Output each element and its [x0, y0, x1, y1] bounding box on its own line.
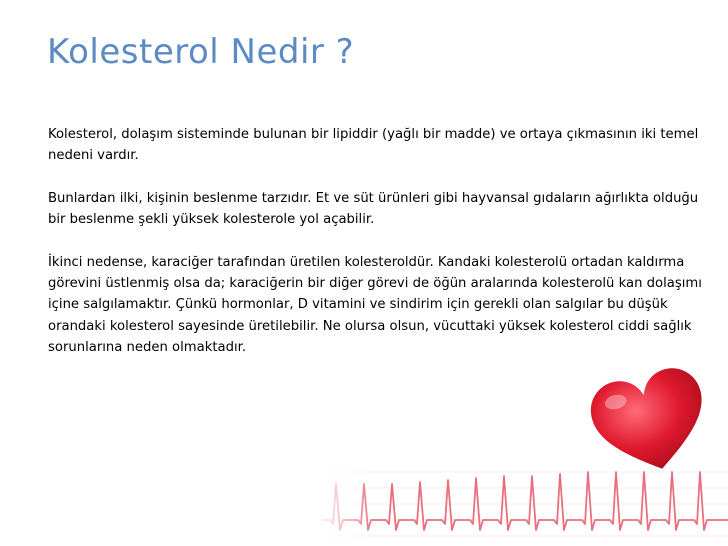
paragraph-1: Kolesterol, dolaşım sisteminde bulunan bir lipiddir (yağlı bir madde) ve ortaya çıkmasının iki temel nedeni vardır.: [48, 127, 699, 164]
heart-icon: [585, 362, 717, 482]
ekg-grid: [318, 472, 728, 536]
slide-title: Kolesterol Nedir ?: [47, 32, 355, 72]
paragraph-3: İkinci nedense, karaciğer tarafından üretilen kolesteroldür. Kandaki kolesterolü ortadan kaldırma görevini üstlenmiş olsa da; karaciğerin bir diğer görevi de öğün aralarında kolesterolü kan dolaşımı içine salgılamaktır. Çünkü hormonlar, D vitamini ve sindirim için gerekli olan salgılar bu düşük orandaki kolesterol sayesinde üretilebilir. Ne olursa olsun, vücuttaki yüksek kolesterol ciddi sağlık sorunlarına neden olmaktadır.: [48, 254, 702, 355]
paragraph-2: Bunlardan ilki, kişinin beslenme tarzıdır. Et ve süt ürünleri gibi hayvansal gıdaların ağırlıkta olduğu bir beslenme şekli yüksek kolesterole yol açabilir.: [48, 190, 699, 228]
ekg-wave: [318, 472, 728, 530]
